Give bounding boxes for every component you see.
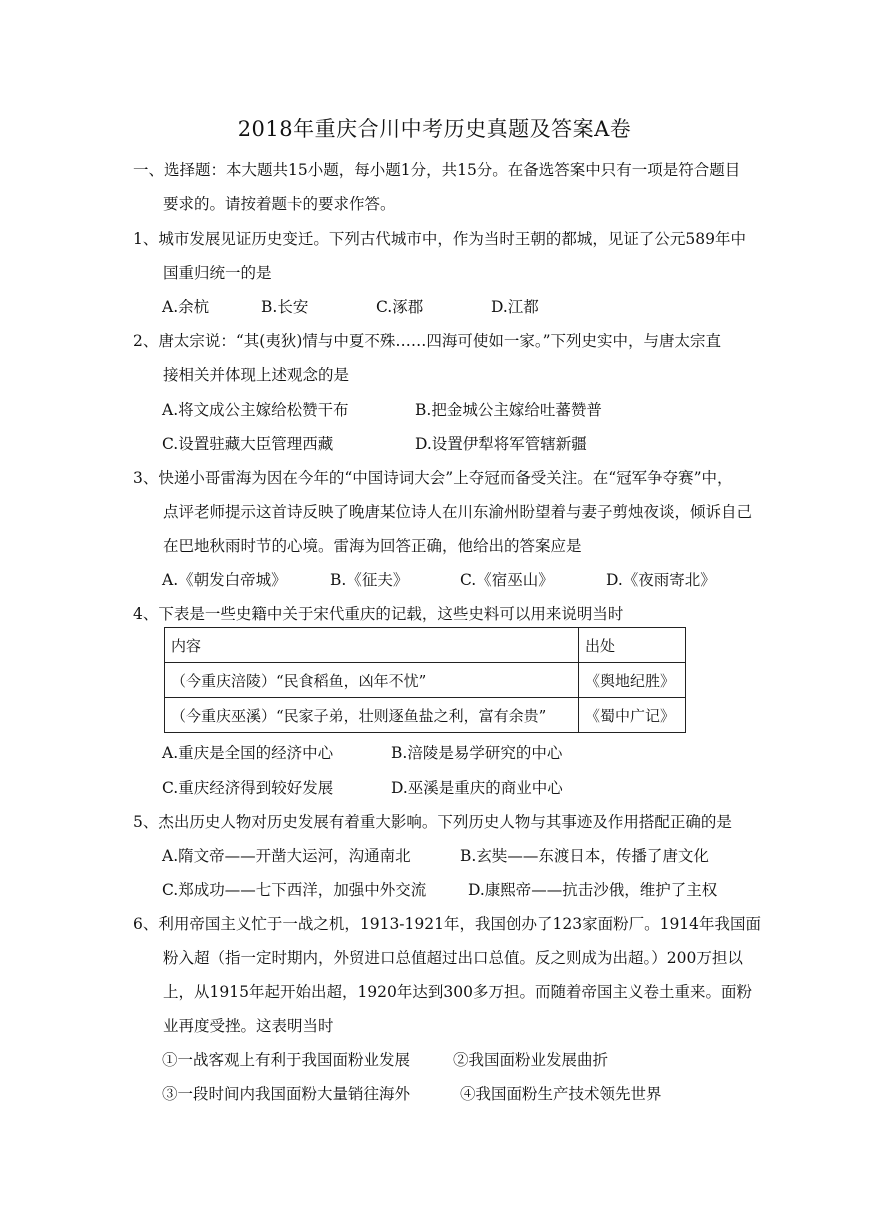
option-b: B.涪陵是易学研究的中心	[391, 744, 563, 762]
table-cell: 《舆地纪胜》	[579, 663, 686, 698]
statement-2: ②我国面粉业发展曲折	[453, 1051, 609, 1069]
question-text: 2、唐太宗说：“其(夷狄)情与中夏不殊……四海可使如一家。”下列史实中，与唐太宗直	[133, 332, 722, 350]
table-header-row	[165, 628, 686, 663]
statement-1: ①一战客观上有利于我国面粉业发展	[162, 1051, 411, 1069]
question-text: 粉入超（指一定时期内，外贸进口总值超过出口总值。反之则成为出超。）200万担以	[163, 949, 743, 967]
table-cell: 《蜀中广记》	[579, 698, 686, 733]
option-d: D.康熙帝——抗击沙俄，维护了主权	[468, 881, 718, 899]
section-heading: 一、选择题：本大题共15小题，每小题1分，共15分。在备选答案中只有一项是符合题目	[133, 161, 741, 179]
table-cell: （今重庆涪陵）“民食稻鱼，凶年不忧”	[165, 663, 579, 698]
page-title: 2018年重庆合川中考历史真题及答案A卷	[237, 117, 632, 141]
option-c: C.涿郡	[376, 298, 424, 316]
option-b: B.把金城公主嫁给吐蕃赞普	[415, 401, 602, 419]
option-b: B.《征夫》	[330, 571, 409, 589]
option-a: A.隋文帝——开凿大运河，沟通南北	[162, 847, 411, 865]
source-table	[164, 627, 686, 733]
question-text: 4、下表是一些史籍中关于宋代重庆的记载，这些史料可以用来说明当时	[133, 605, 624, 623]
option-b: B.长安	[261, 298, 309, 316]
question-text: 5、杰出历史人物对历史发展有着重大影响。下列历史人物与其事迹及作用搭配正确的是	[133, 813, 732, 831]
option-c: C.郑成功——七下西洋，加强中外交流	[162, 881, 427, 899]
table-row	[165, 698, 686, 733]
question-text: 国重归统一的是	[163, 264, 272, 282]
statement-3: ③一段时间内我国面粉大量销往海外	[162, 1085, 411, 1103]
question-text: 1、城市发展见证历史变迁。下列古代城市中，作为当时王朝的都城，见证了公元589年中	[133, 230, 746, 248]
option-c: C.《宿巫山》	[460, 571, 554, 589]
section-heading-cont: 要求的。请按着题卡的要求作答。	[163, 195, 396, 213]
question-text: 接相关并体现上述观念的是	[163, 366, 350, 384]
question-text: 3、快递小哥雷海为因在今年的“中国诗词大会”上夺冠而备受关注。在“冠军争夺赛”中，	[133, 469, 733, 487]
option-a: A.重庆是全国的经济中心	[162, 744, 334, 762]
option-c: C.设置驻藏大臣管理西藏	[162, 435, 334, 453]
option-a: A.将文成公主嫁给松赞干布	[162, 401, 349, 419]
question-text: 上，从1915年起开始出超，1920年达到300多万担。而随着帝国主义卷土重来。面粉	[163, 983, 752, 1001]
option-b: B.玄奘——东渡日本，传播了唐文化	[460, 847, 709, 865]
option-d: D.巫溪是重庆的商业中心	[391, 779, 563, 797]
question-text: 在巴地秋雨时节的心境。雷海为回答正确，他给出的答案应是	[163, 537, 582, 555]
question-text: 点评老师提示这首诗反映了晚唐某位诗人在川东渝州盼望着与妻子剪烛夜谈，倾诉自己	[163, 503, 753, 521]
option-d: D.设置伊犁将军管辖新疆	[415, 435, 587, 453]
option-c: C.重庆经济得到较好发展	[162, 779, 334, 797]
question-text: 业再度受挫。这表明当时	[163, 1017, 334, 1035]
statement-4: ④我国面粉生产技术领先世界	[460, 1085, 662, 1103]
option-d: D.江都	[491, 298, 539, 316]
option-a: A.《朝发白帝城》	[162, 571, 287, 589]
table-header-cell: 内容	[165, 628, 579, 663]
table-header-cell: 出处	[579, 628, 686, 663]
option-a: A.余杭	[162, 298, 210, 316]
table-cell: （今重庆巫溪）“民家子弟，壮则逐鱼盐之利，富有余贵”	[165, 698, 579, 733]
option-d: D.《夜雨寄北》	[606, 571, 716, 589]
question-text: 6、利用帝国主义忙于一战之机，1913-1921年，我国创办了123家面粉厂。1914年我国面	[133, 915, 762, 933]
table-row	[165, 663, 686, 698]
